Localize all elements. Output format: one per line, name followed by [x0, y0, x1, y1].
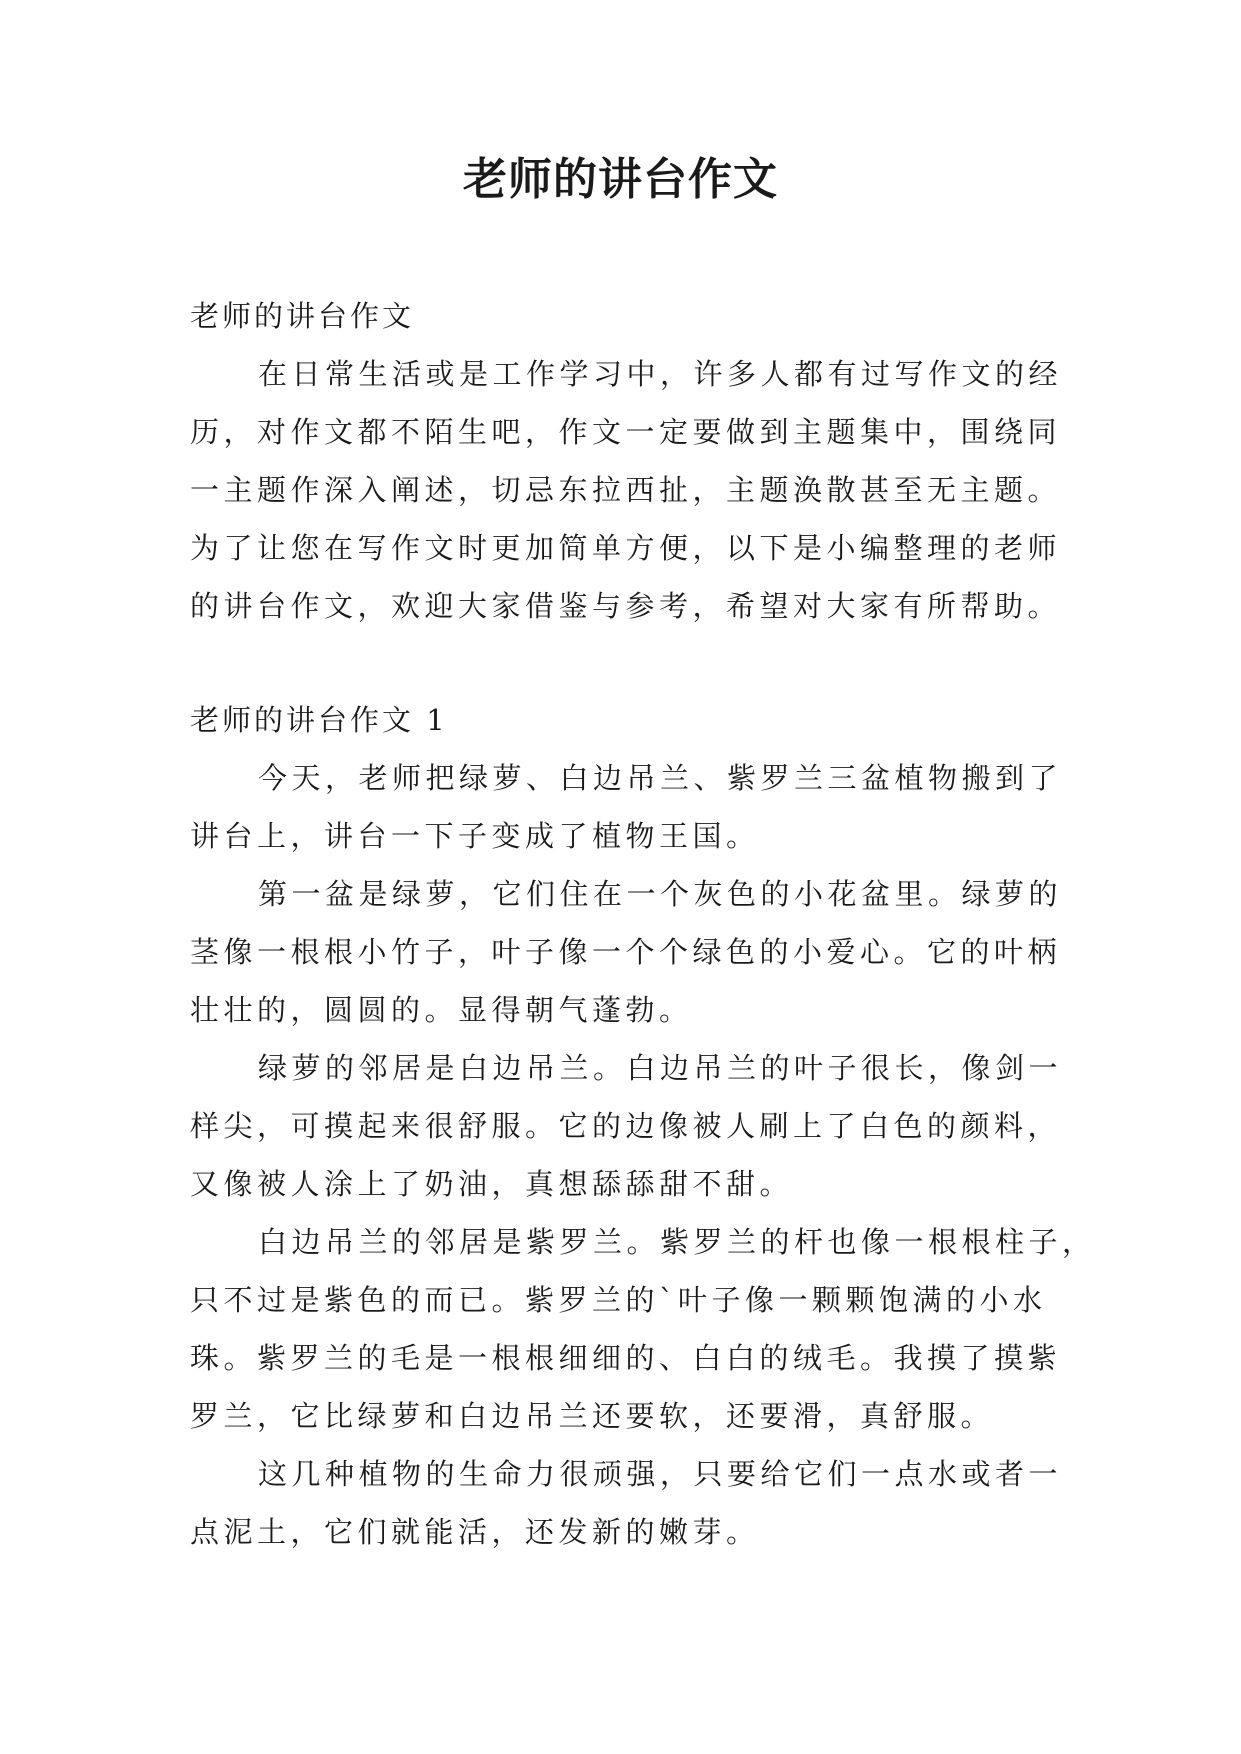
text-line: 第一盆是绿萝，它们住在一个灰色的小花盆里。绿萝的: [258, 877, 1063, 911]
text-line: 壮壮的，圆圆的。显得朝气蓬勃。: [190, 993, 693, 1027]
text-line: 这几种植物的生命力很顽强，只要给它们一点水或者一: [258, 1457, 1063, 1491]
text-line: 茎像一根根小竹子，叶子像一个个绿色的小爱心。它的叶柄: [190, 935, 1062, 969]
intro-paragraph: [190, 345, 1063, 635]
essay-paragraph: [190, 1445, 1063, 1561]
text-line: 只不过是紫色的而已。紫罗兰的`叶子像一颗颗饱满的小水: [190, 1283, 1047, 1317]
intro-heading: 老师的讲台作文: [190, 299, 415, 333]
text-line: 罗兰，它比绿萝和白边吊兰还要软，还要滑，真舒服。: [190, 1399, 995, 1433]
essay-paragraph: [190, 749, 1063, 865]
essay-paragraph: [190, 1213, 1096, 1445]
text-line: 一主题作深入阐述，切忌东拉西扯，主题涣散甚至无主题。: [190, 473, 1062, 507]
essay-heading: 老师的讲台作文 1: [190, 703, 448, 737]
essay-paragraph: [190, 1039, 1063, 1213]
text-line: 白边吊兰的邻居是紫罗兰。紫罗兰的杆也像一根根柱子，: [258, 1225, 1096, 1259]
text-line: 绿萝的邻居是白边吊兰。白边吊兰的叶子很长，像剑一: [258, 1051, 1063, 1085]
text-line: 点泥土，它们就能活，还发新的嫩芽。: [190, 1515, 760, 1549]
document-title: 老师的讲台作文: [463, 154, 778, 205]
text-line: 珠。紫罗兰的毛是一根根细细的、白白的绒毛。我摸了摸紫: [190, 1341, 1062, 1375]
text-line: 又像被人涂上了奶油，真想舔舔甜不甜。: [190, 1167, 794, 1201]
text-line: 的讲台作文，欢迎大家借鉴与参考，希望对大家有所帮助。: [190, 589, 1062, 623]
text-line: 在日常生活或是工作学习中，许多人都有过写作文的经: [258, 357, 1063, 391]
text-line: 为了让您在写作文时更加简单方便，以下是小编整理的老师: [190, 531, 1062, 565]
text-line: 讲台上，讲台一下子变成了植物王国。: [190, 819, 760, 853]
text-line: 样尖，可摸起来很舒服。它的边像被人刷上了白色的颜料，: [190, 1109, 1062, 1143]
section-spacer: [190, 635, 1060, 691]
essay-paragraph: [190, 865, 1063, 1039]
text-line: 今天，老师把绿萝、白边吊兰、紫罗兰三盆植物搬到了: [258, 761, 1063, 795]
text-line: 历，对作文都不陌生吧，作文一定要做到主题集中，围绕同: [190, 415, 1062, 449]
document-body: [190, 287, 1096, 1561]
